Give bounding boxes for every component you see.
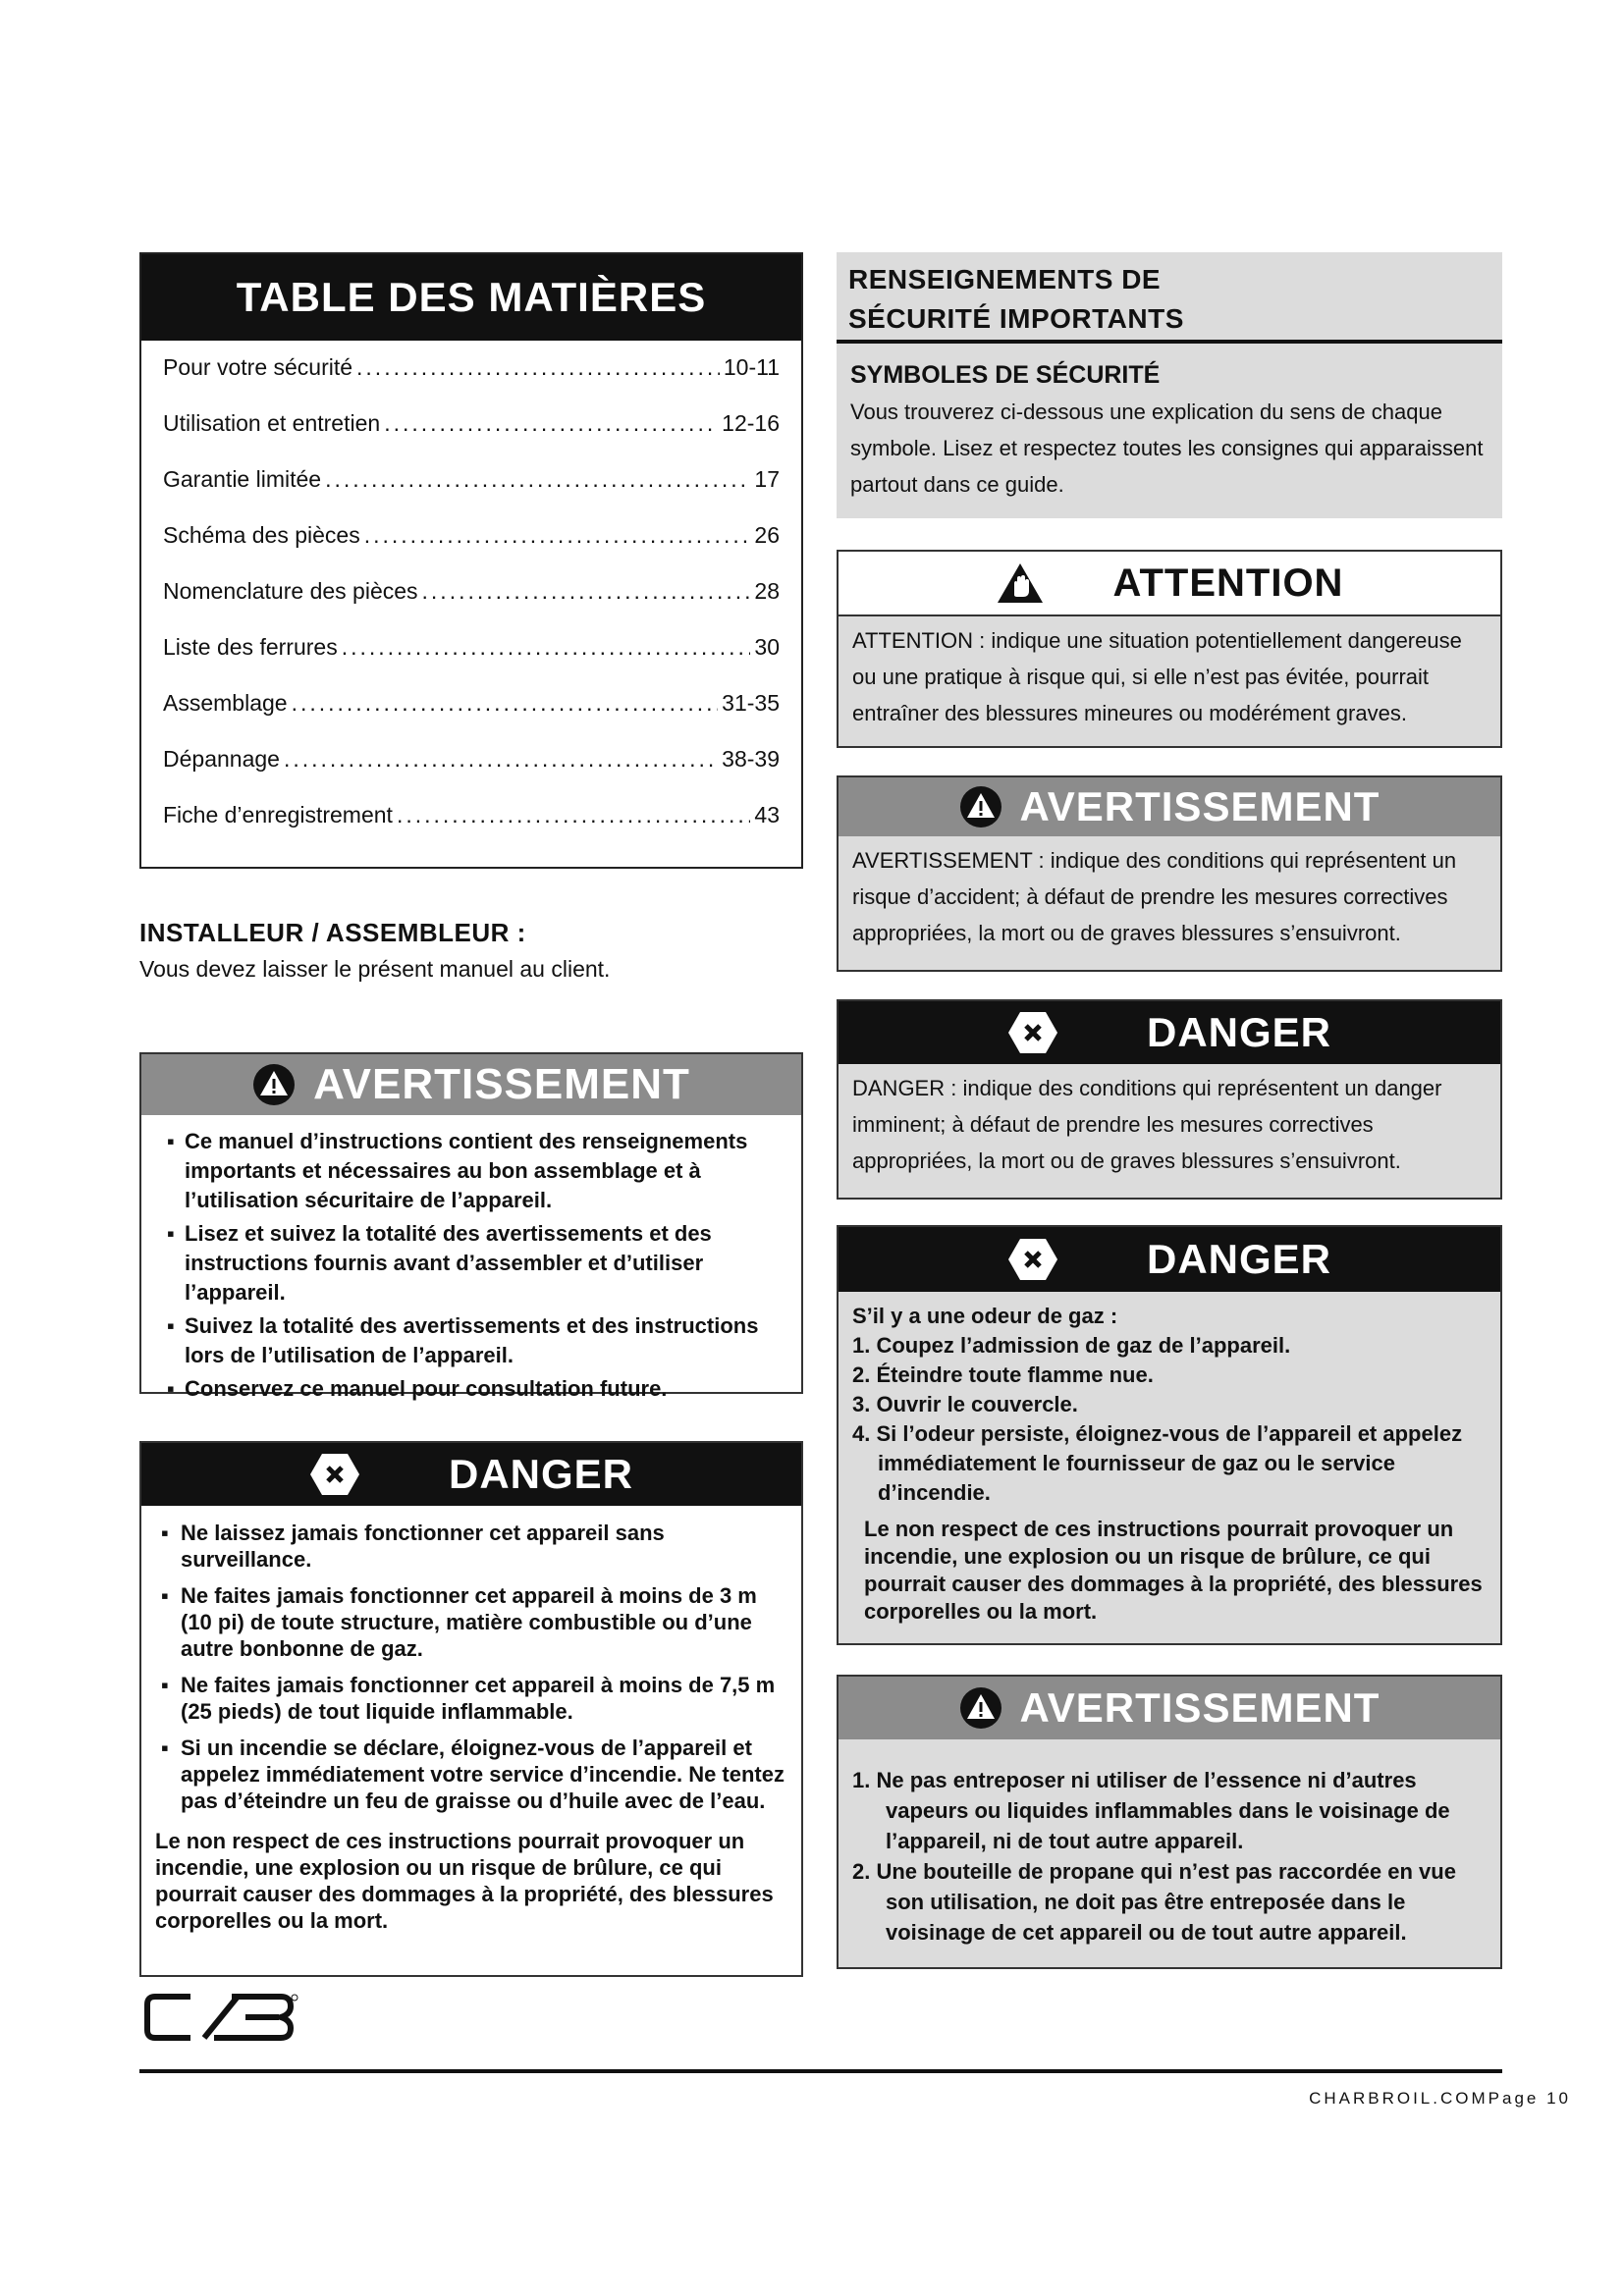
danger-definition-text: DANGER : indique des conditions qui représentent un danger imminent; à défaut de prendre les mesures correctives appropriées, la mort ou de graves blessures s’ensuivront. [852, 1076, 1442, 1173]
toc-entry-label: Nomenclature des pièces [163, 578, 418, 604]
website-link[interactable]: CHARBROIL.COM [1309, 2089, 1489, 2108]
safety-info-title [837, 252, 1502, 344]
charbroil-logo [143, 1993, 298, 2047]
toc-entry-page: 30 [754, 634, 780, 660]
danger-icon [309, 1452, 360, 1497]
toc-leader-dots [284, 746, 718, 773]
toc-entry[interactable] [163, 410, 780, 466]
danger-item: ▪ Ne faites jamais fonctionner cet appareil à moins de 3 m (10 pi) de toute structure, matière combustible ou d’une autre bonbonne de gaz. [157, 1582, 787, 1662]
warning-item: ▪ Suivez la totalité des avertissements et des instructions lors de l’utilisation de l’appareil. [171, 1311, 789, 1370]
toc-leader-dots [422, 578, 751, 605]
safety-information [837, 252, 1502, 518]
warning-title: AVERTISSEMENT [1019, 783, 1380, 829]
toc-entry-label: Garantie limitée [163, 466, 322, 492]
toc-leader-dots [342, 634, 751, 661]
toc-entry-label: Utilisation et entretien [163, 410, 381, 436]
danger-icon [1007, 1010, 1058, 1055]
safety-symbols-title: SYMBOLES DE SÉCURITÉ [850, 361, 1161, 389]
toc-entry[interactable] [163, 522, 780, 578]
toc-entry-label: Fiche d’enregistrement [163, 802, 393, 828]
danger-title: DANGER [1146, 1009, 1331, 1055]
propane-warning-box [837, 1675, 1502, 1969]
safety-symbols-description: Vous trouverez ci-dessous une explication du sens de chaque symbole. Lisez et respectez toutes les consignes qui apparaissent partout dans ce guide. [850, 400, 1484, 497]
danger-header [839, 1227, 1500, 1292]
safety-info-title-line: RENSEIGNEMENTS DE [848, 264, 1162, 294]
installer-title: INSTALLEUR / ASSEMBLEUR : [139, 918, 526, 947]
toc-entry[interactable] [163, 802, 780, 858]
gas-odor-step: 1. Coupez l’admission de gaz de l’appareil. [852, 1333, 1291, 1358]
danger-item: ▪ Ne faites jamais fonctionner cet appareil à moins de 7,5 m (25 pieds) de tout liquide inflammable. [157, 1672, 787, 1725]
footer-rule [139, 2069, 1502, 2073]
toc-entry-page: 38-39 [722, 746, 780, 772]
warning-title: AVERTISSEMENT [313, 1060, 690, 1108]
danger-title: DANGER [1146, 1236, 1331, 1282]
toc-entry[interactable] [163, 354, 780, 410]
warning-icon [959, 1686, 1002, 1730]
toc-entry-page: 43 [754, 802, 780, 828]
toc-list [141, 341, 801, 858]
toc-entry-page: 10-11 [723, 354, 780, 380]
toc-entry-page: 17 [754, 466, 780, 492]
gas-odor-step: 2. Éteindre toute flamme nue. [852, 1362, 1154, 1387]
warning-title: AVERTISSEMENT [1019, 1684, 1380, 1731]
danger-consequence: Le non respect de ces instructions pourrait provoquer un incendie, une explosion ou un risque de brûlure, ce qui pourrait causer des dommages à la propriété, des blessures corporelles ou la mort. [155, 1829, 774, 1933]
warning-item: ▪ Ce manuel d’instructions contient des renseignements importants et nécessaires au bon assemblage et à l’utilisation sécuritaire de l’appareil. [171, 1127, 789, 1215]
toc-entry[interactable] [163, 634, 780, 690]
toc-title: TABLE DES MATIÈRES [141, 254, 801, 341]
toc-entry-page: 28 [754, 578, 780, 604]
toc-entry[interactable] [163, 578, 780, 634]
warning-item: ▪ Conservez ce manuel pour consultation future. [171, 1374, 789, 1404]
toc-entry-page: 12-16 [722, 410, 780, 436]
warning-header [839, 777, 1500, 836]
propane-warning-step: 1. Ne pas entreposer ni utiliser de l’essence ni d’autres vapeurs ou liquides inflammables dans le voisinage de l’appareil, ni de tout autre appareil. [852, 1768, 1450, 1853]
installer-note [139, 918, 803, 983]
toc-leader-dots [364, 522, 751, 549]
toc-entry-label: Liste des ferrures [163, 634, 338, 660]
toc-entry[interactable] [163, 690, 780, 746]
toc-leader-dots [356, 354, 720, 381]
attention-header [839, 552, 1500, 616]
attention-title: ATTENTION [1112, 561, 1344, 605]
page-footer [1309, 2089, 1571, 2109]
danger-header [839, 1001, 1500, 1064]
propane-warning-step: 2. Une bouteille de propane qui n’est pas raccordée en vue son utilisation, ne doit pas être entreposée dans le voisinage de cet appareil ou de tout autre appareil. [852, 1859, 1456, 1945]
danger-header [141, 1443, 801, 1506]
safety-info-title-line: SÉCURITÉ IMPORTANTS [848, 303, 1184, 334]
danger-definition-box [837, 999, 1502, 1200]
warning-box-left [139, 1052, 803, 1401]
page-number: Page 10 [1488, 2089, 1571, 2108]
toc-entry[interactable] [163, 466, 780, 522]
attention-text: ATTENTION : indique une situation potentiellement dangereuse ou une pratique à risque qui, si elle n’est pas évitée, pourrait entraîner des blessures mineures ou modérément graves. [852, 628, 1462, 725]
warning-icon [959, 785, 1002, 828]
danger-item: ▪ Ne laissez jamais fonctionner cet appareil sans surveillance. [157, 1520, 787, 1573]
danger-item: ▪ Si un incendie se déclare, éloignez-vous de l’appareil et appelez immédiatement votre service d’incendie. Ne tentez pas d’éteindre un feu de graisse ou d’huile avec de l’eau. [157, 1735, 787, 1814]
toc-entry-page: 31-35 [722, 690, 780, 716]
toc-entry-label: Dépannage [163, 746, 280, 772]
warning-header [839, 1677, 1500, 1739]
warning-header [141, 1054, 801, 1115]
toc-entry-label: Assemblage [163, 690, 288, 716]
toc-entry[interactable] [163, 746, 780, 802]
toc-leader-dots [325, 466, 750, 493]
hand-caution-icon [996, 561, 1045, 605]
gas-odor-step: 4. Si l’odeur persiste, éloignez-vous de l’appareil et appelez immédiatement le fournisseur de gaz ou le service d’incendie. [852, 1421, 1463, 1505]
toc-leader-dots [384, 410, 718, 437]
warning-definition-box [837, 775, 1502, 972]
table-of-contents [139, 252, 803, 869]
toc-entry-page: 26 [754, 522, 780, 548]
toc-leader-dots [397, 802, 750, 828]
warning-item: ▪ Lisez et suivez la totalité des avertissements et des instructions fournis avant d’assembler et d’utiliser l’appareil. [171, 1219, 789, 1308]
danger-icon [1007, 1237, 1058, 1282]
warning-icon [252, 1063, 296, 1106]
installer-text: Vous devez laisser le présent manuel au client. [139, 956, 611, 982]
danger-title: DANGER [448, 1451, 633, 1497]
gas-odor-step: 3. Ouvrir le couvercle. [852, 1392, 1078, 1416]
attention-box [837, 550, 1502, 748]
danger-box-left [139, 1441, 803, 1977]
gas-odor-intro: S’il y a une odeur de gaz : [852, 1304, 1118, 1328]
toc-entry-label: Schéma des pièces [163, 522, 360, 548]
toc-leader-dots [292, 690, 719, 717]
toc-entry-label: Pour votre sécurité [163, 354, 353, 380]
danger-consequence: Le non respect de ces instructions pourrait provoquer un incendie, une explosion ou un risque de brûlure, ce qui pourrait causer des dommages à la propriété, des blessures corporelles ou la mort. [864, 1517, 1483, 1624]
warning-definition-text: AVERTISSEMENT : indique des conditions qui représentent un risque d’accident; à défaut de prendre les mesures correctives appropriées, la mort ou de graves blessures s’ensuivront. [852, 848, 1457, 945]
gas-odor-danger-box [837, 1225, 1502, 1645]
